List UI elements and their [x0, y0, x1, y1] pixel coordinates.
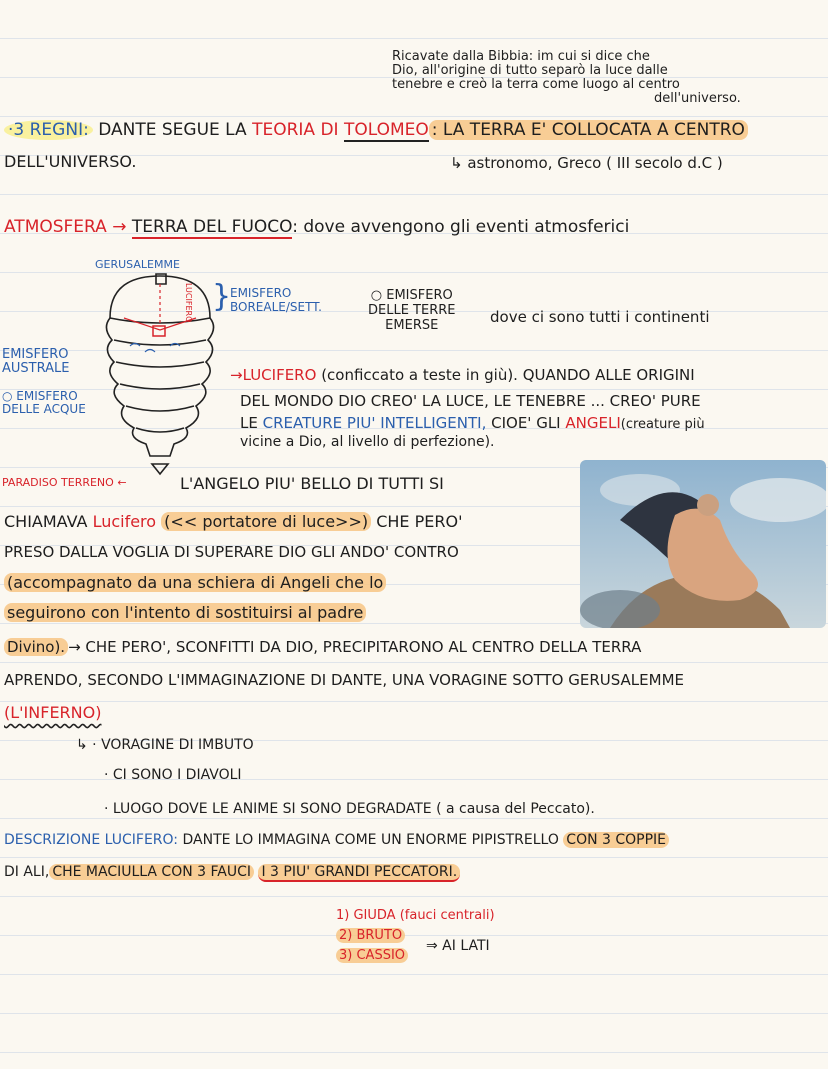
lucifero-name: Lucifero [92, 512, 157, 531]
continenti-note: dove ci sono tutti i continenti [490, 308, 710, 326]
seguirono-line [4, 603, 366, 622]
lucifero-line [230, 366, 695, 384]
teoria-label: TEORIA DI [252, 120, 339, 140]
astronomo-note: ↳ astronomo, Greco ( III secolo d.C ) [450, 154, 723, 172]
inferno-diagram-icon [90, 268, 230, 488]
universo-label: DELL'UNIVERSO. [4, 152, 137, 171]
sconfitti-line [4, 638, 641, 656]
atmosfera-line [4, 217, 629, 237]
bullet-3: · LUOGO DOVE LE ANIME SI SONO DEGRADATE ( a causa del Peccato). [104, 801, 595, 817]
regni-prefix: ·3 REGNI: [4, 120, 93, 140]
lucifero-mark: LUCIFERO [184, 283, 193, 323]
creature-pre: LE [240, 414, 258, 432]
bible-line-4: dell'universo. [654, 91, 741, 106]
terra-fuoco-label: TERRA DEL FUOCO [131, 217, 293, 237]
bullet-1: ↳ · VORAGINE DI IMBUTO [76, 737, 254, 753]
boreale-line-1: EMISFERO [230, 286, 292, 300]
accompagnato-line [4, 573, 386, 592]
sinners-list [336, 906, 495, 966]
tolomeo-label: TOLOMEO [343, 120, 429, 140]
chiamava-label: CHIAMAVA [4, 512, 88, 531]
sinner-2-text: 2) BRUTO [336, 928, 405, 943]
descrizione-text: DANTE LO IMMAGINA COME UN ENORME PIPISTRELLO [182, 832, 559, 848]
che-pero-label: CHE PERO' [376, 512, 463, 531]
cioe-label: CIOE' GLI [491, 414, 561, 432]
terre-line-1: ○ EMISFERO [370, 288, 453, 303]
angeli-desc: (creature più [620, 417, 705, 432]
lucifero-desc: (conficcato a teste in giù). QUANDO ALLE ORIGINI [321, 366, 695, 384]
preso-line: PRESO DALLA VOGLIA DI SUPERARE DIO GLI ANDO' CONTRO [4, 543, 459, 561]
sinner-3-text: 3) CASSIO [336, 948, 408, 963]
paradiso-label: PARADISO TERRENO ← [2, 476, 127, 489]
bible-note [392, 50, 741, 106]
terre-line-2: DELLE TERRE [368, 303, 456, 318]
angeli-label: ANGELI [565, 414, 621, 432]
inferno-label: (L'INFERNO) [4, 703, 102, 722]
lucifero-label: LUCIFERO [242, 366, 317, 384]
peccatori-label: I 3 PIU' GRANDI PECCATORI. [258, 864, 460, 882]
accompagnato-text: (accompagnato da una schiera di Angeli che lo [4, 573, 386, 592]
atmosfera-desc: : dove avvengono gli eventi atmosferici [292, 217, 630, 237]
angelo-line: L'ANGELO PIU' BELLO DI TUTTI SI [180, 474, 444, 493]
australe-line-1: EMISFERO [2, 347, 69, 362]
ai-lati-label: ⇒ AI LATI [426, 938, 490, 954]
ali-label: DI ALI, [4, 864, 50, 880]
descrizione-label: DESCRIZIONE LUCIFERO: [4, 832, 179, 848]
emisfero-australe [2, 348, 69, 376]
creature-label: CREATURE PIU' INTELLIGENTI, [262, 414, 487, 432]
maciulla-line [4, 864, 460, 880]
sinner-1 [336, 906, 495, 926]
sconfitti-text: → CHE PERO', SCONFITTI DA DIO, PRECIPITARONO AL CENTRO DELLA TERRA [68, 638, 642, 656]
descrizione-line [4, 832, 669, 848]
bible-line-1: Ricavate dalla Bibbia: im cui si dice che [392, 49, 650, 64]
atmosfera-label: ATMOSFERA [4, 217, 107, 237]
divino-text: Divino). [4, 638, 68, 656]
boreale-line-2: BOREALE/SETT. [230, 300, 322, 314]
maciulla-text: CHE MACIULLA CON 3 FAUCI [49, 864, 254, 880]
arrow-icon: → [112, 217, 127, 237]
bullet-2: · CI SONO I DIAVOLI [104, 767, 242, 783]
bible-line-2: Dio, all'origine di tutto separò la luce dalle [392, 63, 668, 78]
chiamava-line [4, 512, 462, 531]
sinner-1-text: 1) GIUDA (fauci centrali) [336, 908, 495, 923]
regni-line [4, 120, 748, 140]
emisfero-acque [2, 390, 86, 416]
coppie-label: CON 3 COPPIE [563, 832, 669, 848]
gerusalemme-label: GERUSALEMME [95, 258, 180, 271]
lucifero-arrow-icon: → [230, 366, 243, 384]
acque-line-1: ○ EMISFERO [2, 389, 78, 403]
acque-line-2: DELLE ACQUE [2, 402, 86, 416]
vicine-line: vicine a Dio, al livello di perfezione). [240, 434, 495, 450]
australe-line-2: AUSTRALE [2, 361, 70, 376]
regni-text: DANTE SEGUE LA [98, 120, 247, 140]
emisfero-terre [368, 288, 456, 333]
seguirono-text: seguirono con l'intento di sostituirsi al padre [4, 603, 366, 622]
aprendo-line: APRENDO, SECONDO L'IMMAGINAZIONE DI DANTE, UNA VORAGINE SOTTO GERUSALEMME [4, 671, 685, 689]
creature-line [240, 414, 705, 432]
mondo-line: DEL MONDO DIO CREO' LA LUCE, LE TENEBRE ... CREO' PURE [240, 392, 701, 410]
bible-line-3: tenebre e creò la terra come luogo al centro [392, 77, 680, 92]
emisfero-boreale [230, 286, 322, 314]
terra-line: : LA TERRA E' COLLOCATA A CENTRO [429, 120, 748, 140]
brace-icon: } [212, 279, 232, 314]
portatore-label: (<< portatore di luce>>) [161, 512, 371, 531]
fallen-angel-image [580, 460, 826, 628]
terre-line-3: EMERSE [385, 318, 439, 333]
